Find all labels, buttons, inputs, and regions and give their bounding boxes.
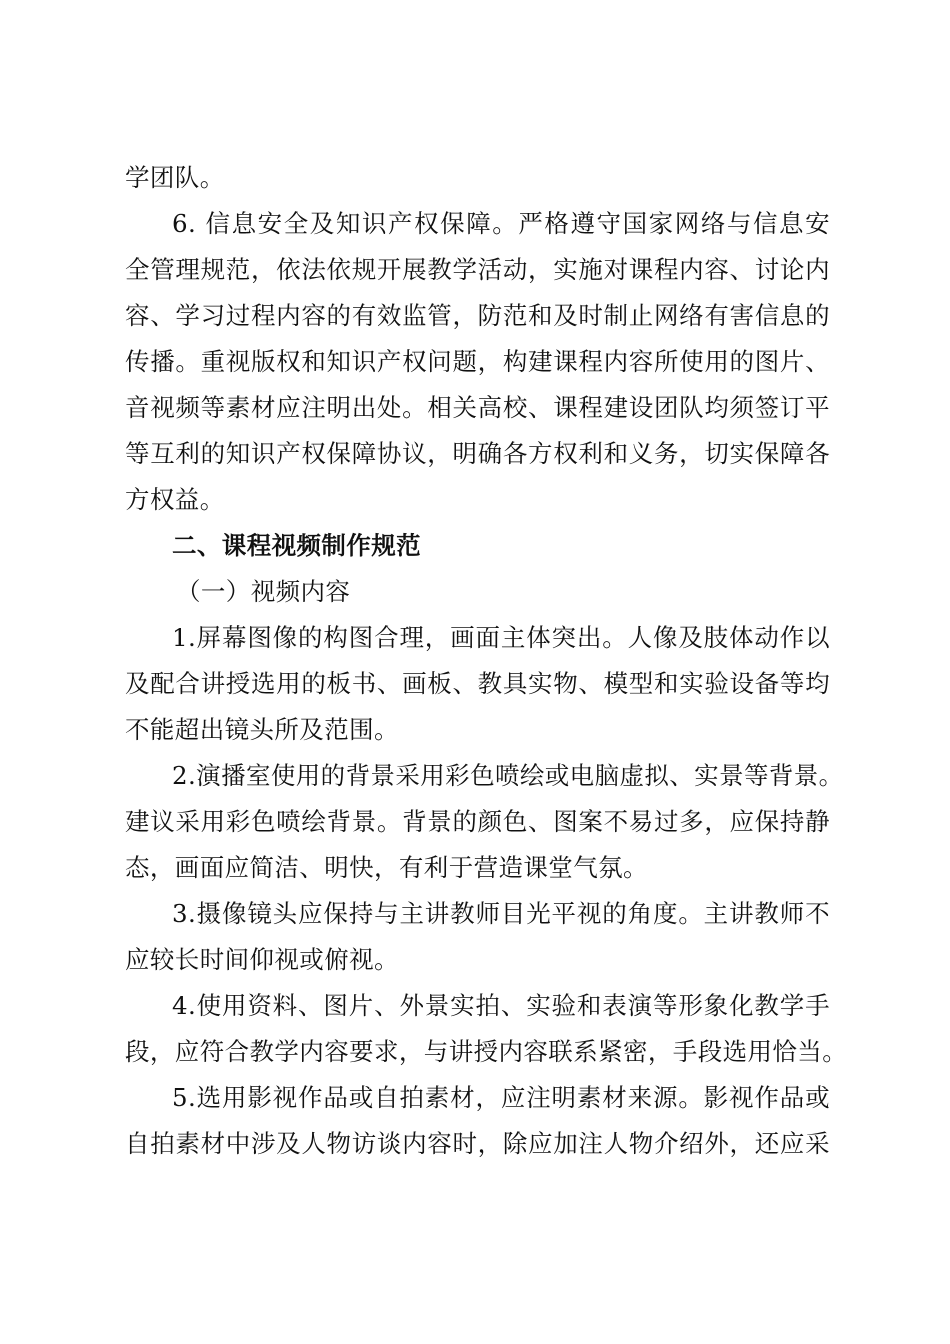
section-heading: 二、课程视频制作规范 bbox=[172, 531, 421, 560]
paragraph-line: 及配合讲授选用的板书、画板、教具实物、模型和实验设备等均 bbox=[125, 669, 830, 698]
paragraph-line: 段，应符合教学内容要求，与讲授内容联系紧密，手段选用恰当。 bbox=[125, 1037, 848, 1066]
paragraph-line: 等互利的知识产权保障协议，明确各方权利和义务，切实保障各 bbox=[125, 439, 830, 468]
subsection-heading: （一）视频内容 bbox=[176, 577, 351, 606]
paragraph-line: 全管理规范，依法依规开展教学活动，实施对课程内容、讨论内 bbox=[125, 255, 830, 284]
paragraph-line: 方权益。 bbox=[125, 485, 225, 514]
paragraph-line: 容、学习过程内容的有效监管，防范和及时制止网络有害信息的 bbox=[125, 301, 830, 330]
paragraph-line: 不能超出镜头所及范围。 bbox=[125, 715, 399, 744]
paragraph-line: 学团队。 bbox=[125, 163, 225, 192]
paragraph-line: 音视频等素材应注明出处。相关高校、课程建设团队均须签订平 bbox=[125, 393, 830, 422]
paragraph-line: 态，画面应简洁、明快，有利于营造课堂气氛。 bbox=[125, 853, 648, 882]
paragraph-line: 传播。重视版权和知识产权问题，构建课程内容所使用的图片、 bbox=[125, 347, 830, 376]
paragraph-line: 5.选用影视作品或自拍素材，应注明素材来源。影视作品或 bbox=[172, 1083, 830, 1112]
paragraph-line: 建议采用彩色喷绘背景。背景的颜色、图案不易过多，应保持静 bbox=[125, 807, 830, 836]
paragraph-line: 4.使用资料、图片、外景实拍、实验和表演等形象化教学手 bbox=[172, 991, 830, 1020]
paragraph-line: 3.摄像镜头应保持与主讲教师目光平视的角度。主讲教师不 bbox=[172, 899, 830, 928]
paragraph-line: 应较长时间仰视或俯视。 bbox=[125, 945, 399, 974]
paragraph-line: 6. 信息安全及知识产权保障。严格遵守国家网络与信息安 bbox=[172, 209, 830, 238]
paragraph-line: 1.屏幕图像的构图合理，画面主体突出。人像及肢体动作以 bbox=[172, 623, 830, 652]
paragraph-line: 2.演播室使用的背景采用彩色喷绘或电脑虚拟、实景等背景。 bbox=[172, 761, 844, 790]
paragraph-line: 自拍素材中涉及人物访谈内容时，除应加注人物介绍外，还应采 bbox=[125, 1129, 830, 1158]
